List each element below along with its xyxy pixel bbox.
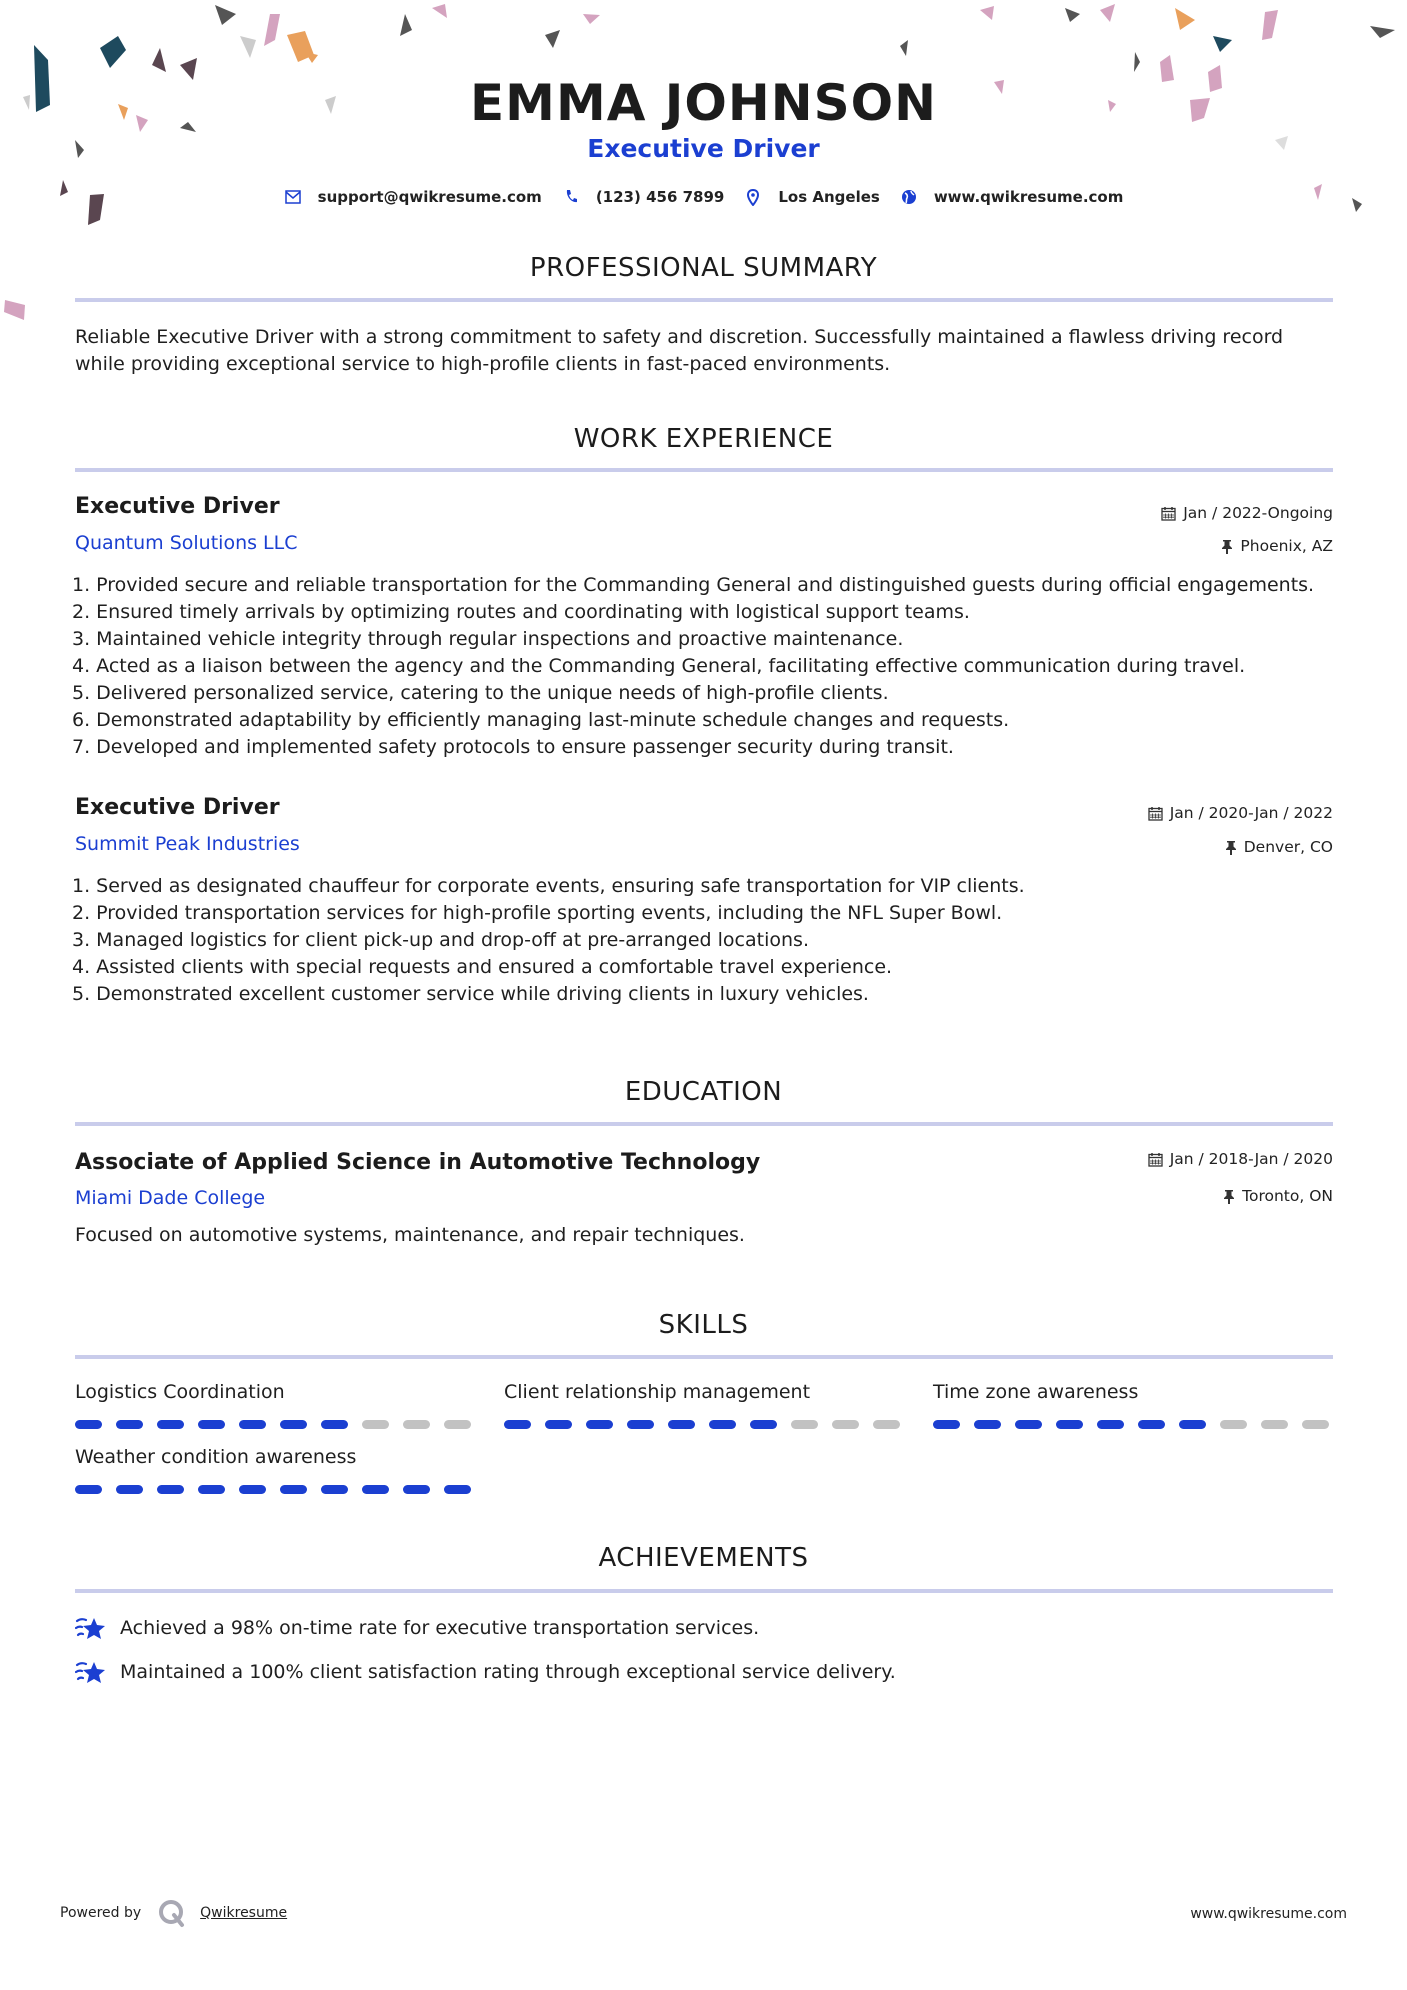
section-heading-experience: WORK EXPERIENCE [573,424,834,454]
skill-label: Weather condition awareness [75,1446,357,1468]
contact-phone[interactable] [562,188,725,206]
contact-email[interactable] [284,188,542,206]
skill-label: Logistics Coordination [75,1381,285,1403]
section-divider [75,298,1333,302]
rating-dot-filled [280,1485,307,1494]
education-dates-text: Jan / 2018-Jan / 2020 [1169,1150,1333,1168]
rating-dot-filled [239,1420,266,1429]
list-item: 2. Provided transportation services for high-profile sporting events, including the NFL Super Bowl. [72,902,1003,924]
pushpin-icon [1223,1189,1235,1204]
pushpin-icon [1221,539,1233,554]
rating-dot-filled [668,1420,695,1429]
contact-location [744,188,879,206]
contact-bar [0,188,1407,206]
list-item: 3. Maintained vehicle integrity through regular inspections and proactive maintenance. [72,628,904,650]
company-name: Summit Peak Industries [75,833,300,855]
skill-rating [933,1420,1333,1429]
rating-dot-empty [791,1420,818,1429]
qwikresume-link[interactable]: Qwikresume [200,1905,288,1921]
list-item: 4. Assisted clients with special requests and ensured a comfortable travel experience. [72,956,893,978]
section-heading-summary: PROFESSIONAL SUMMARY [529,253,878,283]
school-name: Miami Dade College [75,1187,266,1209]
job-title: Executive Driver [75,494,280,519]
star-icon [75,1613,107,1643]
skill-label: Time zone awareness [933,1381,1139,1403]
job-location-text: Denver, CO [1243,838,1333,856]
rating-dot-filled [750,1420,777,1429]
company-name: Quantum Solutions LLC [75,532,298,554]
section-heading-skills: SKILLS [658,1310,749,1340]
star-icon [75,1657,107,1687]
skill-rating [75,1485,475,1494]
qwikresume-logo-icon [157,1898,187,1928]
footer-url[interactable]: www.qwikresume.com [1190,1906,1347,1922]
rating-dot-filled [362,1485,389,1494]
rating-dot-filled [1179,1420,1206,1429]
skill-label: Client relationship management [504,1381,811,1403]
job-bullets [72,873,1352,1008]
rating-dot-filled [280,1420,307,1429]
candidate-name: EMMA JOHNSON [470,74,937,132]
rating-dot-filled [157,1485,184,1494]
pushpin-icon [1225,840,1237,855]
rating-dot-filled [75,1420,102,1429]
rating-dot-empty [362,1420,389,1429]
job-dates-text: Jan / 2022-Ongoing [1183,504,1333,522]
job-location [1225,838,1333,856]
rating-dot-filled [1138,1420,1165,1429]
calendar-icon [1148,1152,1163,1167]
rating-dot-empty [1302,1420,1329,1429]
section-divider [75,468,1333,472]
rating-dot-filled [1015,1420,1042,1429]
contact-website[interactable] [900,188,1124,206]
list-item: 2. Ensured timely arrivals by optimizing routes and coordinating with logistical support teams. [72,601,970,623]
section-heading-education: EDUCATION [624,1077,783,1107]
list-item: 5. Delivered personalized service, catering to the unique needs of high-profile clients. [72,682,889,704]
rating-dot-empty [1261,1420,1288,1429]
rating-dot-empty [832,1420,859,1429]
rating-dot-filled [974,1420,1001,1429]
phone-icon [562,188,580,206]
job-dates-text: Jan / 2020-Jan / 2022 [1169,804,1333,822]
job-location-text: Phoenix, AZ [1240,537,1333,555]
list-item: 3. Managed logistics for client pick-up and drop-off at pre-arranged locations. [72,929,809,951]
candidate-title: Executive Driver [587,134,820,163]
calendar-icon [1148,806,1163,821]
skill-item [504,1381,904,1429]
rating-dot-filled [157,1420,184,1429]
list-item: 4. Acted as a liaison between the agency and the Commanding General, facilitating effective communication during travel. [72,655,1246,677]
section-divider [75,1122,1333,1126]
achievement-item [75,1613,759,1643]
list-item: 1. Served as designated chauffeur for corporate events, ensuring safe transportation for VIP clients. [72,875,1025,897]
job-location [1221,537,1333,555]
education-location [1223,1187,1333,1205]
education-location-text: Toronto, ON [1242,1187,1333,1205]
contact-phone-text: (123) 456 7899 [595,188,725,206]
education-dates [1148,1150,1333,1168]
contact-email-text: support@qwikresume.com [317,188,542,206]
section-heading-achievements: ACHIEVEMENTS [598,1543,809,1573]
skill-item [75,1446,475,1494]
skill-item [75,1381,475,1429]
contact-location-text: Los Angeles [778,188,880,206]
powered-by-label: Powered by [60,1905,142,1921]
map-marker-icon [744,188,762,206]
calendar-icon [1161,506,1176,521]
rating-dot-filled [198,1485,225,1494]
job-dates [1161,504,1333,522]
rating-dot-filled [198,1420,225,1429]
list-item: 5. Demonstrated excellent customer service while driving clients in luxury vehicles. [72,983,869,1005]
rating-dot-filled [709,1420,736,1429]
rating-dot-filled [321,1420,348,1429]
contact-website-text: www.qwikresume.com [933,188,1124,206]
rating-dot-filled [75,1485,102,1494]
degree-title: Associate of Applied Science in Automotive Technology [75,1150,761,1175]
rating-dot-filled [239,1485,266,1494]
rating-dot-filled [116,1420,143,1429]
footer-powered-by [60,1898,287,1928]
rating-dot-filled [403,1485,430,1494]
job-title: Executive Driver [75,795,280,820]
rating-dot-filled [444,1485,471,1494]
education-description: Focused on automotive systems, maintenance, and repair techniques. [75,1224,745,1246]
achievement-text: Maintained a 100% client satisfaction rating through exceptional service delivery. [120,1661,896,1683]
rating-dot-filled [627,1420,654,1429]
list-item: 7. Developed and implemented safety protocols to ensure passenger security during transit. [72,736,954,758]
section-divider [75,1589,1333,1593]
rating-dot-empty [444,1420,471,1429]
job-bullets [72,572,1352,761]
rating-dot-filled [1097,1420,1124,1429]
section-divider [75,1355,1333,1359]
envelope-icon [284,188,302,206]
list-item: 1. Provided secure and reliable transportation for the Commanding General and distinguished guests during official engagements. [72,574,1315,596]
skill-item [933,1381,1333,1429]
rating-dot-filled [321,1485,348,1494]
rating-dot-filled [933,1420,960,1429]
rating-dot-filled [504,1420,531,1429]
globe-icon [900,188,918,206]
skill-rating [75,1420,475,1429]
achievement-item [75,1657,896,1687]
rating-dot-filled [116,1485,143,1494]
rating-dot-filled [586,1420,613,1429]
skill-rating [504,1420,904,1429]
list-item: 6. Demonstrated adaptability by efficiently managing last-minute schedule changes and requests. [72,709,1010,731]
rating-dot-empty [873,1420,900,1429]
job-dates [1148,804,1333,822]
rating-dot-empty [1220,1420,1247,1429]
rating-dot-filled [545,1420,572,1429]
summary-text: Reliable Executive Driver with a strong commitment to safety and discretion. Successfully maintained a flawless driving record while providing exceptional service to high-profile clients in fast-paced environments. [75,326,1284,375]
achievement-text: Achieved a 98% on-time rate for executive transportation services. [120,1617,760,1639]
rating-dot-filled [1056,1420,1083,1429]
rating-dot-empty [403,1420,430,1429]
